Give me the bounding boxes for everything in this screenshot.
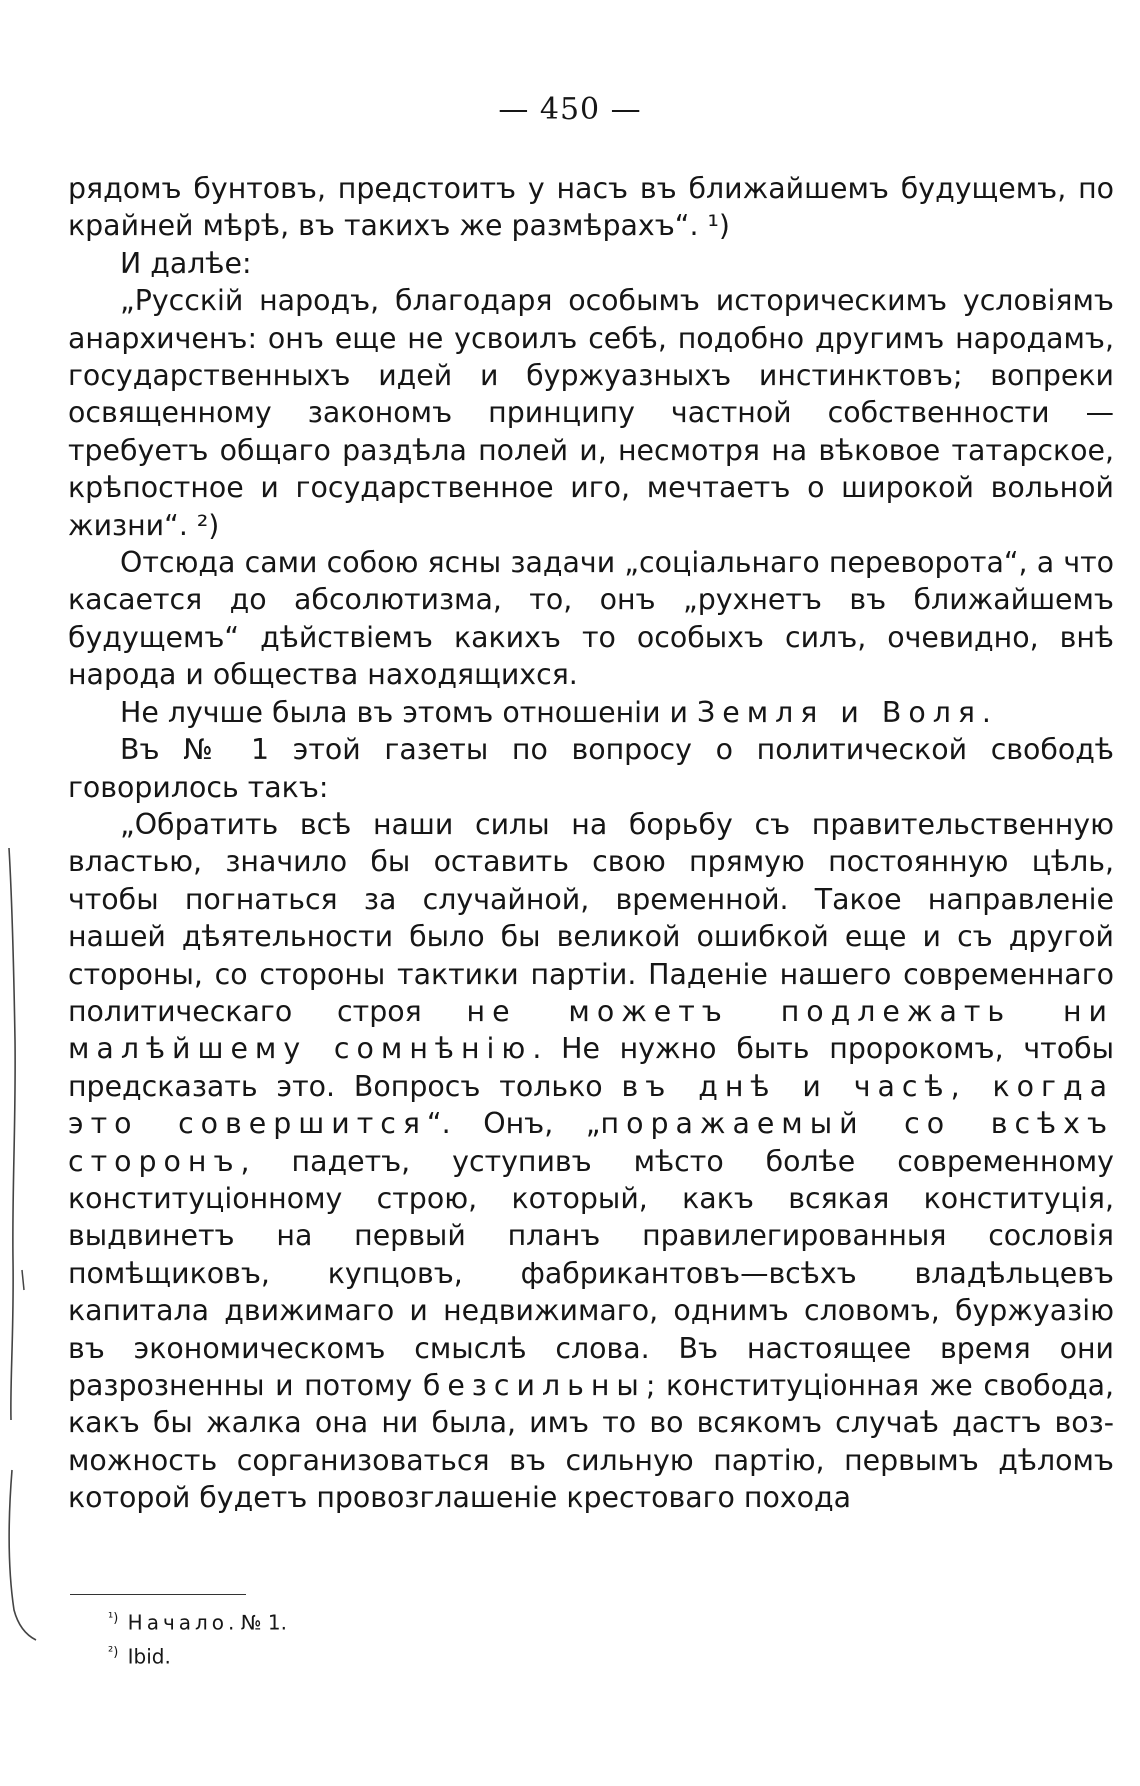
- margin-pencil-mark: [0, 0, 60, 1786]
- paragraph-text: Не лучше была въ этомъ отношеніи и: [120, 695, 698, 729]
- footnote-divider: [70, 1594, 246, 1595]
- footnote-mark: ¹): [108, 1611, 119, 1626]
- page-number: — 450 —: [498, 92, 642, 127]
- paragraph: [68, 694, 1114, 731]
- body-text: [68, 170, 1114, 1517]
- footnote: [108, 1604, 908, 1638]
- paragraph: рядомъ бунтовъ, предстоитъ у насъ въ ближайшемъ будущемъ, по крайней мѣрѣ, въ такихъ же размѣрахъ“. ¹): [68, 172, 1114, 243]
- spaced-emphasis: Начало: [127, 1610, 229, 1635]
- paragraph-text: . Не нужно быть пророкомъ, чтобы предсказать это. Вопросъ только: [68, 1032, 1115, 1103]
- paragraph: [68, 806, 1114, 1517]
- paragraph: Отсюда сами собою ясны задачи „соціальнаго переворота“, а что касается до абсолютизма, то, онъ „рухнетъ въ ближайшемъ будущемъ“ дѣйствіемъ какихъ то особыхъ силъ, очевидно, внѣ народа и общества находящихся.: [68, 546, 1114, 692]
- spaced-emphasis: Земля и Воля: [697, 695, 982, 729]
- paragraph: Въ № 1 этой газеты по вопросу о политической свободѣ говорилось такъ:: [68, 733, 1114, 804]
- paragraph-text: ; конституціонная же свобода, какъ бы жалка она ни была, имъ то во всякомъ случаѣ дастъ возможность сорганизоваться въ сильную партію, первымъ дѣломъ которой будетъ провозглашеніе крестоваго похода: [68, 1369, 1114, 1515]
- spaced-emphasis: не можетъ подлежать ни малѣйшему сомнѣнію: [68, 994, 1114, 1066]
- footnote-text: . № 1.: [228, 1610, 288, 1635]
- paragraph-text: .: [981, 695, 991, 729]
- footnote: [108, 1638, 908, 1672]
- spaced-emphasis: въ днѣ и часѣ, когда это совершится: [68, 1069, 1114, 1141]
- spaced-emphasis: поражаемый со всѣхъ сторонъ: [68, 1107, 1114, 1178]
- footnote-mark: ²): [108, 1644, 119, 1660]
- spaced-emphasis: безсильны: [422, 1369, 646, 1402]
- paragraph-text: „Обратить всѣ наши силы на борьбу съ правительственную властью, значило бы оставить свою прямую постоянную цѣль, чтобы погнаться за случайной, временной. Такое направленіе нашей дѣятельности было бы великой ошибкой еще и съ другой стороны, со стороны тактики партіи. Паденіе нашего современнаго политическаго строя: [68, 807, 1114, 1028]
- paragraph-text: “. Онъ, „: [426, 1107, 601, 1141]
- footnotes: [108, 1604, 908, 1671]
- paragraph: „Русскій народъ, благодаря особымъ историческимъ условіямъ анархиченъ: онъ еще не усвоилъ себѣ, подобно другимъ народамъ, государственныхъ идей и буржуазныхъ инстинктовъ; вопреки освященному закономъ принципу частной собственности — требуетъ общаго раздѣла полей и, несмотря на вѣковое татарское, крѣпостное и государственное иго, мечтаетъ о широкой вольной жизни“. ²): [68, 284, 1114, 542]
- paragraph-text: , падетъ, уступивъ мѣсто болѣе современному конституціонному строю, который, какъ всякая конституція, выдвинетъ на первый планъ правилегированныя сословія помѣщиковъ, купцовъ, фабрикантовъ—всѣхъ владѣльцевъ капитала движимаго и недвижимаго, однимъ словомъ, буржуазію въ экономическомъ смыслѣ слова. Въ настоящее время они разрозненны и потому: [68, 1144, 1114, 1402]
- footnote-text: Ibid.: [127, 1644, 171, 1669]
- paragraph: И далѣе:: [120, 246, 252, 280]
